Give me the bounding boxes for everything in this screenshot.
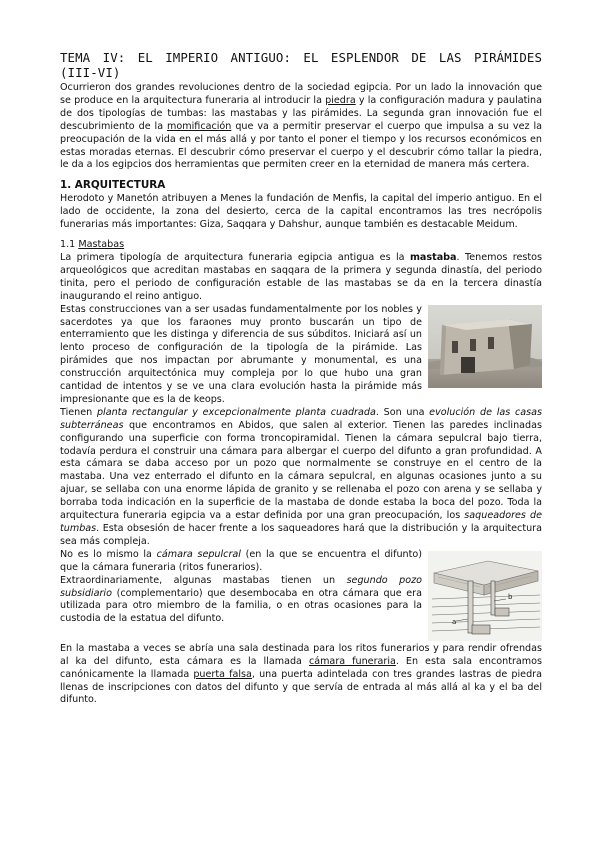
link-momificacion[interactable]: momificación xyxy=(167,120,232,132)
intro-text-2: y la configuración madura y paulatina de dos tipologías de tumbas: las mastabas y las pirámides. La segunda gran innovación fue el descubrimiento de la xyxy=(60,94,543,132)
text: La primera tipología de arquitectura funeraria egipcia antigua es la xyxy=(60,251,410,263)
intro-text-3: que va a permitir preservar el cuerpo que impulsa a su vez la preocupación de la vida en el más allá y por tanto el poner el tiempo y los recursos económicos en estas moradas eternas. El descubrir cómo preservar el cuerpo y el descubrir cómo tallar la piedra, le da a los egipcios dos herramientas que permiten creer en la eternidad de manera más certera. xyxy=(60,120,542,171)
text: (complementario) que desembocaba en otra cámara que era utilizada para otro miembro de la familia, o en otras ocasiones para la custodia de la estatua del difunto. xyxy=(60,587,422,625)
italic-term: evolución de las casas subterráneas xyxy=(60,406,543,431)
italic-term: saqueadores de tumbas xyxy=(60,510,542,534)
page-title: TEMA IV: EL IMPERIO ANTIGUO: EL ESPLENDOR DE LAS PIRÁMIDES (III-VI) xyxy=(60,50,542,80)
mastaba-paragraph-2: Estas construcciones van a ser usadas fundamentalmente por los nobles y sacerdotes ya que los faraones muy pronto buscarán un tipo de enterramiento que les distinga y diferencia de sus súbditos. Iniciará así un lento proceso de configuración de la tipología de la pirámide. Las pirámides que nos impactan por abrumante y monumental, es una construcción arquitectónica muy compleja por lo que hubo una gran cantidad de intentos y se ve una clara evolución hasta la pirámide más impresionante que es la de keops. xyxy=(60,303,422,405)
subsection-title[interactable]: Mastabas xyxy=(78,239,125,251)
text: . Tenemos restos arqueológicos que acreditan mastabas en saqqara de la primera y segunda dinastía, del periodo tinita, pero el periodo de configuración estable de las mastabas se da en la tercera dinastía inaugurando el reino antiguo. xyxy=(60,251,542,302)
text: Tienen xyxy=(60,406,97,418)
text: Extraordinariamente, algunas mastabas tienen un xyxy=(60,574,347,586)
italic-term: planta rectangular y excepcionalmente planta cuadrada xyxy=(96,406,376,418)
text: . En esta sala encontramos canónicamente la llamada xyxy=(60,655,543,680)
subsection-heading-mastabas xyxy=(60,239,542,252)
mastaba-cross-section-diagram xyxy=(428,551,542,641)
text: En la mastaba a veces se abría una sala destinada para los ritos funerarios y para rendir ofrendas al ka del difunto, esta cámara es la llamada xyxy=(60,642,542,667)
link-puerta-falsa[interactable]: puerta falsa xyxy=(193,668,252,680)
diagram-label-a: a xyxy=(452,617,457,626)
section-heading-arquitectura: 1. ARQUITECTURA xyxy=(60,179,166,192)
subsection-number: 1.1 xyxy=(60,239,79,251)
mastaba-paragraph-3 xyxy=(60,407,542,549)
link-piedra[interactable]: piedra xyxy=(325,94,356,106)
text: (en la que se encuentra el difunto) que la cámara funeraria (ritos funerarios). xyxy=(60,548,422,573)
italic-term: cámara sepulcral xyxy=(156,548,241,560)
intro-paragraph xyxy=(60,82,542,172)
bold-term-mastaba: mastaba xyxy=(409,251,457,263)
section-arquitectura-paragraph: Herodoto y Manetón atribuyen a Menes la fundación de Menfis, la capital del imperio antiguo. En el lado de occidente, la zona del desierto, cerca de la capital encontramos las tres necrópolis funerarias más importantes: Giza, Saqqara y Dahshur, aunque también es destacable Meidum. xyxy=(60,193,542,231)
italic-term: segundo pozo subsidiario xyxy=(60,574,422,599)
text: , una puerta adintelada con tres grandes lastras de piedra llenas de inscripciones con datos del difunto y que servía de entrada al más allá al ka y el ba del difunto. xyxy=(60,668,542,706)
mastaba-paragraph-6 xyxy=(60,643,542,708)
intro-text-1: Ocurrieron dos grandes revoluciones dentro de la sociedad egipcia. Por un lado la innovación que se produce en la arquitectura funeraria al introducir la xyxy=(60,82,542,106)
mastaba-paragraph-1 xyxy=(60,252,542,304)
document-body xyxy=(60,50,542,707)
text: . Esta obsesión de hacer frente a los saqueadores hará que la distribución y la arquitectura sea más compleja. xyxy=(60,523,542,547)
text: . Son una xyxy=(375,406,430,418)
diagram-label-b: b xyxy=(508,592,513,601)
mastaba-photo xyxy=(428,305,542,388)
text: que encontramos en Abidos, que salen al exterior. Tienen las paredes inclinadas configurando una superficie con forma troncopiramidal. Tienen la cámara sepulcral bajo tierra, todavía perdura el construir una cámara para albergar el cuerpo del difunto a gran profundidad. A esta cámara se daba acceso por un pozo que normalmente se construye en el centro de la mastaba. Una vez enterrado el difunto en la cámara sepulcral, en algunas ocasiones junto a su ajuar, se sellaba con una enorme lápida de granito y se rellenaba el pozo con arena y se sellaba y borraba toda indicación en la superficie de la mastaba de donde estaba la boca del pozo. Toda la arquitectura funeraria egipcia va a estar definida por una gran preocupación, los xyxy=(60,419,542,522)
text: No es lo mismo la xyxy=(60,548,157,560)
link-camara-funeraria[interactable]: cámara funeraria xyxy=(308,655,396,667)
